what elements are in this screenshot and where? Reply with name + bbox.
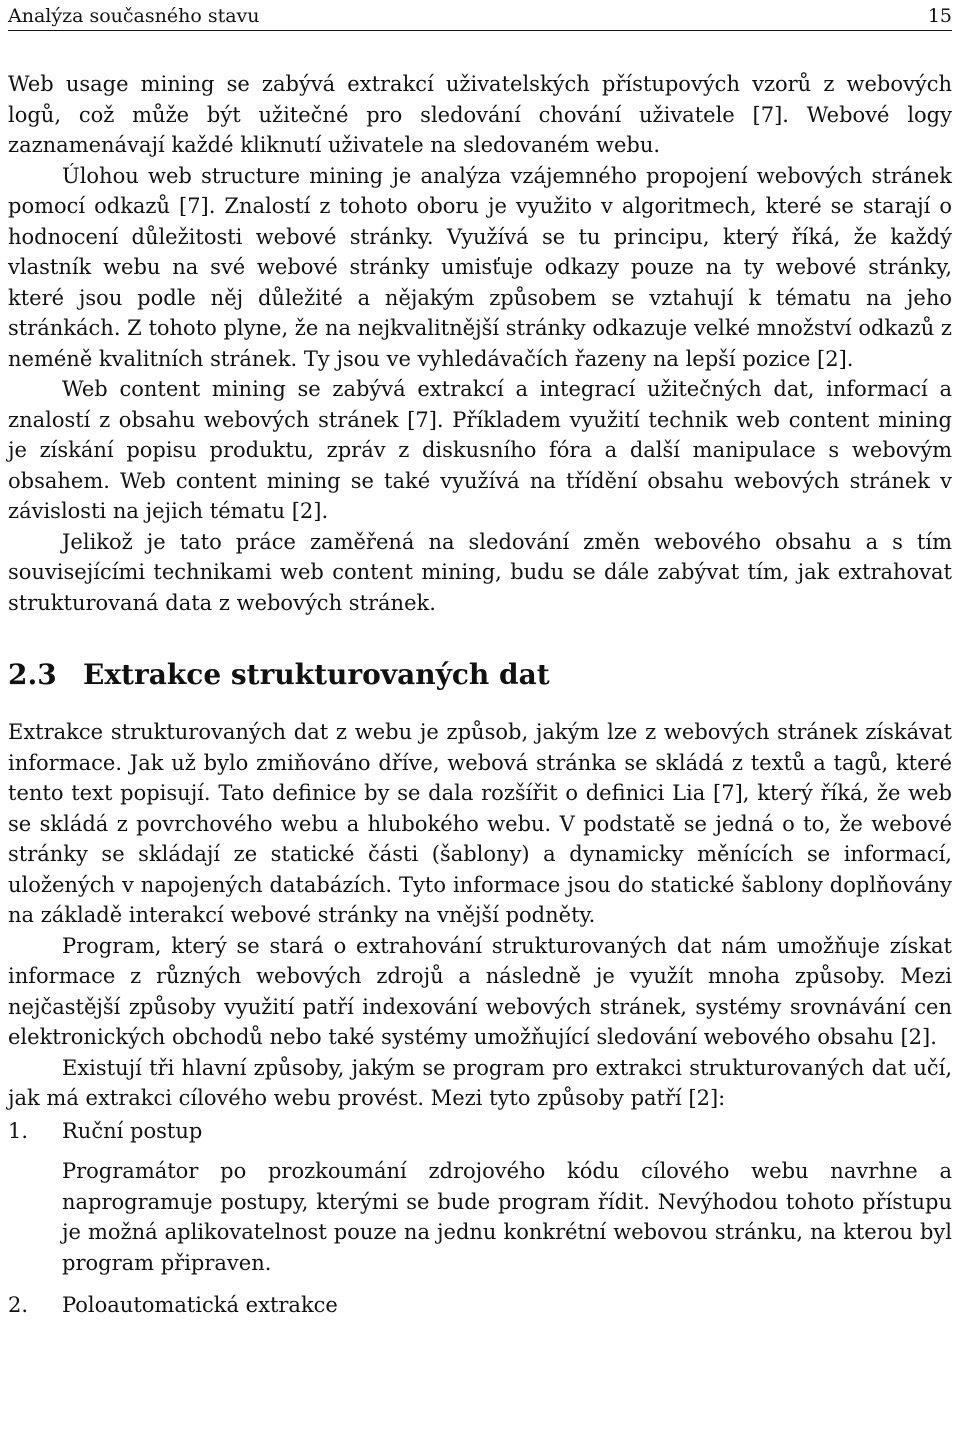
list-item-title: Poloautomatická extrakce — [62, 1293, 338, 1317]
section-title: Extrakce strukturovaných dat — [83, 658, 550, 691]
list-item-description: Programátor po prozkoumání zdrojového kódu cílového webu navrhne a naprogramuje postupy, kterými se bude program řídit. Nevýhodou tohoto přístupu je možná aplikovatelnost pouze na jednu konkrétní webovou stránku, na kterou byl program připraven. — [62, 1159, 952, 1275]
list-item — [8, 1116, 952, 1279]
document-page — [8, 0, 952, 1321]
list-item — [8, 1290, 952, 1321]
paragraph-web-usage-mining: Web usage mining se zabývá extrakcí uživatelských přístupových vzorů z webových logů, což může být užitečné pro sledování chování uživatele [7]. Webové logy zaznamenávají každé kliknutí uživatele na sledovaném webu. — [8, 72, 952, 157]
paragraph-web-structure-mining: Úlohou web structure mining je analýza vzájemného propojení webových stránek pomocí odkazů [7]. Znalostí z tohoto oboru je využito v algoritmech, které se starají o hodnocení důležitosti webové stránky. Využívá se tu principu, který říká, že každý vlastník webu na své webové stránky umisťuje odkazy pouze na ty webové stránky, které jsou podle něj důležité a nějakým způsobem se vztahují k tématu na jeho stránkách. Z tohoto plyne, že na nejkvalitnější stránky odkazuje velké množství odkazů z neméně kvalitních stránek. Ty jsou ve vyhledávačích řazeny na lepší pozice [2]. — [8, 163, 952, 371]
paragraph-extraction-definition: Extrakce strukturovaných dat z webu je způsob, jakým lze z webových stránek získávat informace. Jak už bylo zmiňováno dříve, webová stránka se skládá z textů a tagů, které tento text popisují. Tato definice by se dala rozšířit o definici Lia [7], který říká, že web se skládá z povrchového webu a hlubokého webu. V podstatě se jedná o to, že webové stránky se skládají ze statické části (šablony) a dynamicky měnících se informací, uložených v napojených databázích. Tyto informace jsou do statické šablony doplňovány na základě interakcí webové stránky na vnější podněty. — [8, 720, 952, 927]
list-item-title: Ruční postup — [62, 1118, 203, 1143]
section-number: 2.3 — [8, 658, 57, 691]
chapter-title: Analýza současného stavu — [8, 5, 260, 27]
running-header — [8, 0, 952, 31]
methods-list — [8, 1116, 952, 1321]
section-heading — [8, 658, 952, 692]
list-item-number: 2. — [8, 1293, 29, 1317]
paragraph-extraction-program: Program, který se stará o extrahování strukturovaných dat nám umožňuje získat informace z různých webových zdrojů a následně je využít mnoha způsoby. Mezi nejčastější způsoby využití patří indexování webových stránek, systémy srovnávání cen elektronických obchodů nebo také systémy umožňující sledování webového obsahu [2]. — [8, 933, 952, 1049]
paragraph-thesis-focus: Jelikož je tato práce zaměřená na sledování změn webového obsahu a s tím souvisejícími technikami web content mining, budu se dále zabývat tím, jak extrahovat strukturovaná data z webových stránek. — [8, 529, 952, 615]
paragraph-web-content-mining: Web content mining se zabývá extrakcí a integrací užitečných dat, informací a znalostí z obsahu webových stránek [7]. Příkladem využití technik web content mining je získání popisu produktu, zpráv z diskusního fóra a další manipulace s webovým obsahem. Web content mining se také využívá na třídění obsahu webových stránek v závislosti na jejich tématu [2]. — [8, 377, 952, 523]
page-number: 15 — [927, 5, 952, 27]
paragraph-extraction-methods-intro: Existují tři hlavní způsoby, jakým se program pro extrakci strukturovaných dat učí, jak má extrakci cílového webu provést. Mezi tyto způsoby patří [2]: — [8, 1055, 952, 1110]
list-item-number: 1. — [8, 1118, 29, 1143]
